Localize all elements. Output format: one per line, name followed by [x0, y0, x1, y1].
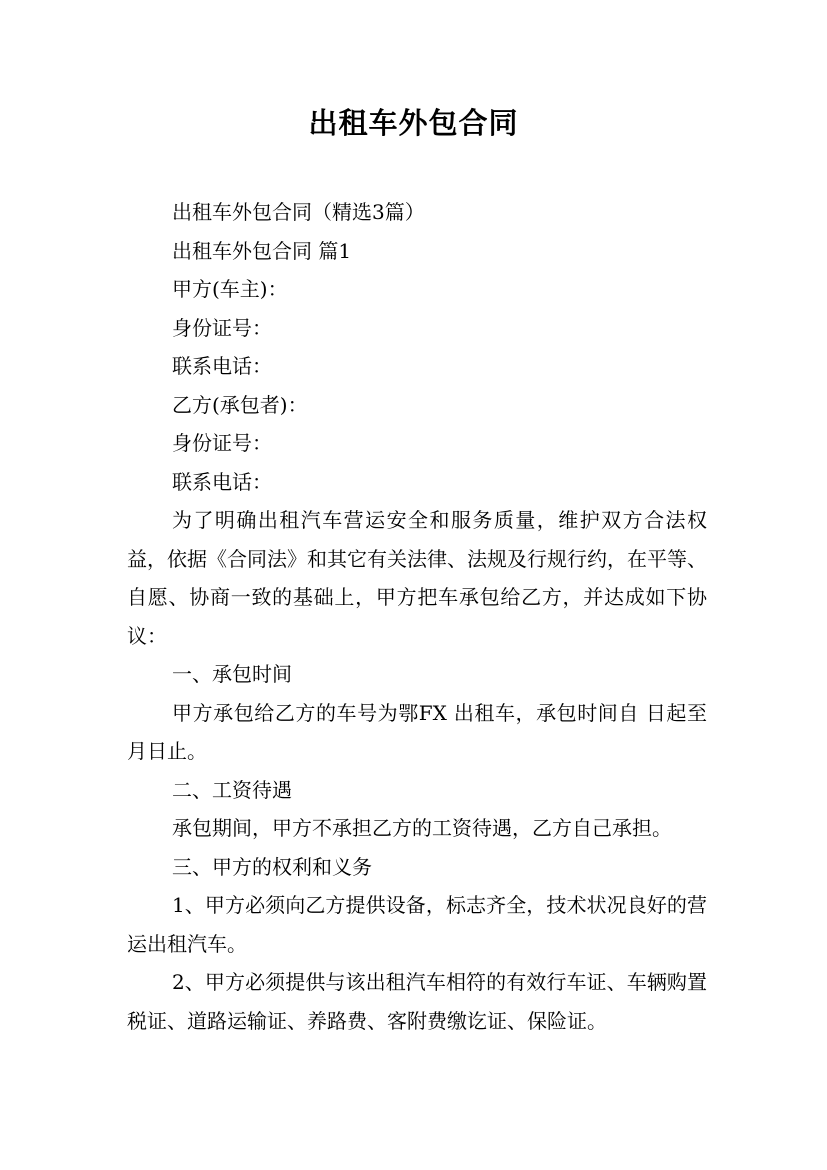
paragraph-clause-3-heading: 三、甲方的权利和义务 [172, 854, 372, 879]
paragraph-clause-2-text: 承包期间，甲方不承担乙方的工资待遇，乙方自己承担。 [172, 816, 672, 840]
paragraph-party-b-id: 身份证号： [172, 431, 272, 455]
paragraph-party-a-id: 身份证号： [172, 315, 272, 340]
paragraph-preamble: 为了明确出租汽车营运安全和服务质量，维护双方合法权益，依据《合同法》和其它有关法律、法规及行规行约，在平等、自愿、协商一致的基础上，甲方把车承包给乙方，并达成如下协议： [127, 508, 707, 648]
paragraph-clause-3-item-1: 1、甲方必须向乙方提供设备，标志齐全，技术状况良好的营运出租汽车。 [127, 893, 707, 956]
paragraph-party-a-phone: 联系电话： [172, 354, 272, 378]
paragraph-party-b-phone: 联系电话： [172, 469, 272, 494]
paragraph-party-b: 乙方(承包者)： [172, 392, 308, 417]
paragraph-subtitle: 出租车外包合同（精选3篇） [172, 200, 425, 224]
paragraph-section-heading: 出租车外包合同 篇1 [172, 238, 352, 263]
document-title: 出租车外包合同 [308, 106, 519, 140]
paragraph-clause-2-heading: 二、工资待遇 [172, 777, 292, 802]
paragraph-clause-3-item-2: 2、甲方必须提供与该出租汽车相符的有效行车证、车辆购置税证、道路运输证、养路费、客附费缴讫证、保险证。 [127, 970, 707, 1033]
paragraph-party-a: 甲方(车主)： [172, 277, 288, 301]
paragraph-clause-1-heading: 一、承包时间 [172, 662, 292, 686]
paragraph-clause-1-text: 甲方承包给乙方的车号为鄂FX 出租车，承包时间自 日起至月日止。 [127, 700, 707, 763]
document-body [127, 193, 707, 1040]
